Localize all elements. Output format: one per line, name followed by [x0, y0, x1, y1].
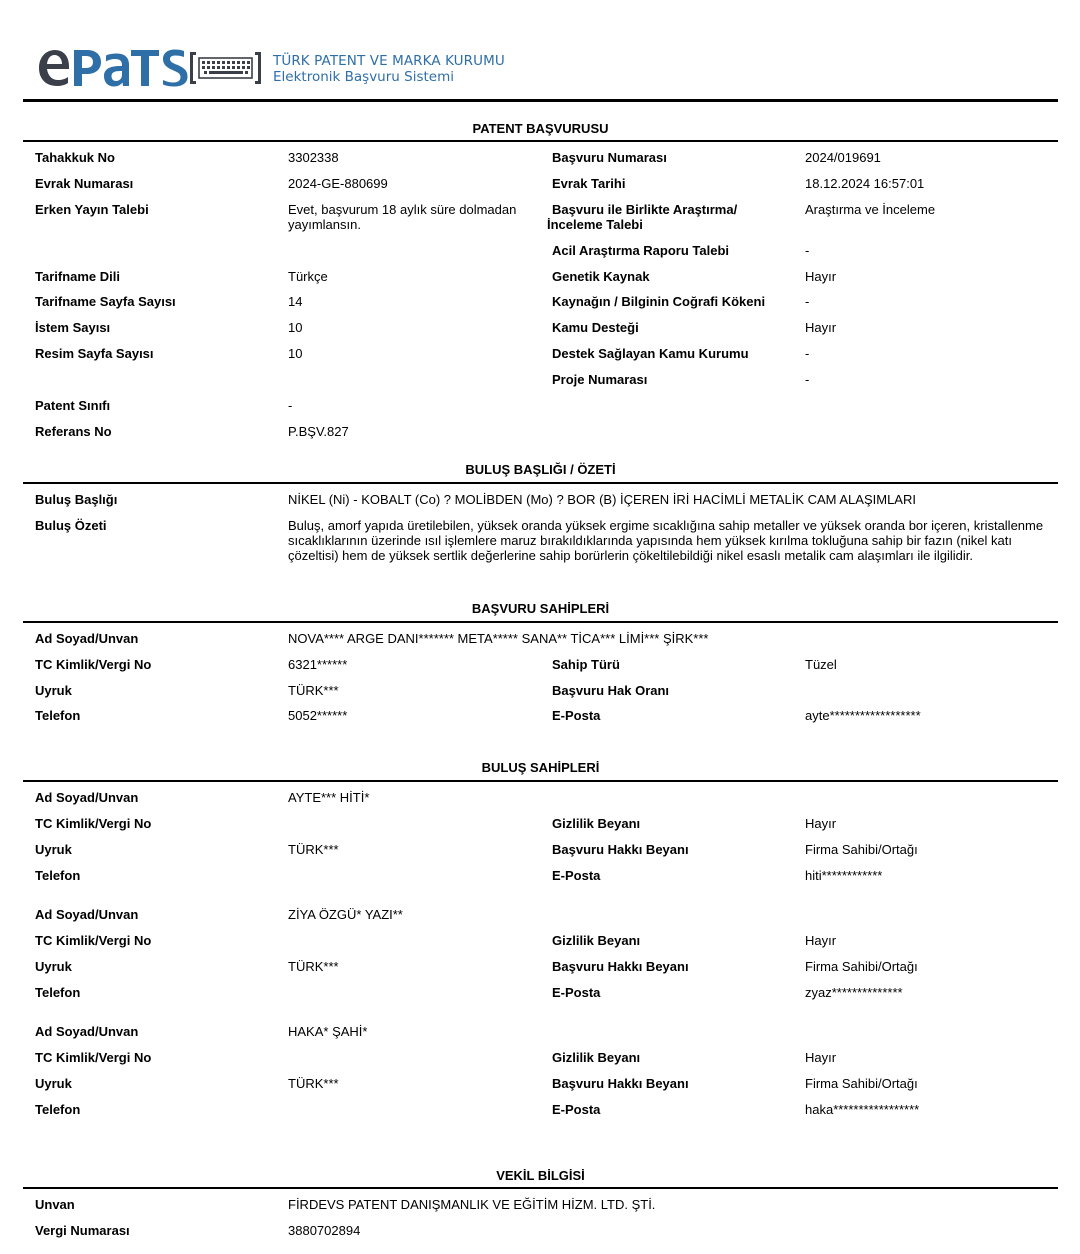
inventor-gizlilik-label: Gizlilik Beyanı — [552, 933, 641, 948]
applicant-tc-label: TC Kimlik/Vergi No — [35, 657, 152, 672]
erken-yayin-value: Evet, başvurum 18 aylık süre dolmadan yayımlansın. — [288, 202, 517, 232]
inventor-gizlilik-label: Gizlilik Beyanı — [552, 816, 641, 831]
referans-no-label: Referans No — [35, 424, 112, 439]
basvuru-numarasi-label: Başvuru Numarası — [552, 150, 667, 165]
inventor-hak-value: Firma Sahibi/Ortağı — [805, 842, 918, 857]
tahakkuk-no-value: 3302338 — [288, 150, 339, 165]
section-divider-patent — [23, 140, 1058, 142]
tarifname-sayfa-label: Tarifname Sayfa Sayısı — [35, 294, 176, 309]
acil-arastirma-value: - — [805, 243, 810, 258]
proje-numarasi-label: Proje Numarası — [552, 372, 648, 387]
bulus-basligi-value: NİKEL (Ni) - KOBALT (Co) ? MOLİBDEN (Mo) ? BOR (B) İÇEREN İRİ HACİMLİ METALİK CAM ALAŞIMLARI — [288, 492, 916, 507]
applicant-sahip-turu-label: Sahip Türü — [552, 657, 620, 672]
applicant-hak-orani-label: Başvuru Hak Oranı — [552, 683, 670, 698]
section-title-bulus-sahipleri: BULUŞ SAHİPLERİ — [481, 760, 600, 775]
tarifname-dili-label: Tarifname Dili — [35, 269, 121, 284]
inventor-tc-label: TC Kimlik/Vergi No — [35, 1050, 152, 1065]
header-divider — [23, 99, 1058, 102]
inventor-ad-value: AYTE*** HİTİ* — [288, 790, 370, 805]
inventor-eposta-value: zyaz************** — [805, 985, 903, 1000]
section-divider-bulus-sahipleri — [23, 780, 1058, 782]
applicant-telefon-value: 5052****** — [288, 708, 348, 723]
section-title-patent: PATENT BAŞVURUSU — [472, 121, 609, 136]
bulus-ozeti-label: Buluş Özeti — [35, 518, 107, 533]
applicant-ad-value: NOVA**** ARGE DANI******* META***** SANA** TİCA*** LİMİ*** ŞİRK*** — [288, 631, 709, 646]
kamu-kurumu-value: - — [805, 346, 810, 361]
inventor-hak-label: Başvuru Hakkı Beyanı — [552, 842, 689, 857]
inventor-uyruk-value: TÜRK*** — [288, 842, 339, 857]
applicant-tc-value: 6321****** — [288, 657, 348, 672]
applicant-sahip-turu-value: Tüzel — [805, 657, 837, 672]
section-divider-vekil — [23, 1187, 1058, 1189]
inventor-ad-label: Ad Soyad/Unvan — [35, 907, 139, 922]
inventor-eposta-value: haka***************** — [805, 1102, 920, 1117]
applicant-eposta-label: E-Posta — [552, 708, 601, 723]
inventor-gizlilik-value: Hayır — [805, 933, 837, 948]
applicant-ad-label: Ad Soyad/Unvan — [35, 631, 139, 646]
inventor-ad-label: Ad Soyad/Unvan — [35, 790, 139, 805]
inventor-gizlilik-value: Hayır — [805, 816, 837, 831]
cografi-koken-label: Kaynağın / Bilginin Coğrafi Kökeni — [552, 294, 766, 309]
applicant-telefon-label: Telefon — [35, 708, 81, 723]
kamu-destegi-value: Hayır — [805, 320, 837, 335]
logo-organization-name: TÜRK PATENT VE MARKA KURUMU — [273, 53, 505, 69]
genetik-kaynak-value: Hayır — [805, 269, 837, 284]
tarifname-dili-value: Türkçe — [288, 269, 328, 284]
inventor-eposta-label: E-Posta — [552, 868, 601, 883]
arastirma-talebi-value: Araştırma ve İnceleme — [805, 202, 936, 217]
applicant-eposta-value: ayte****************** — [805, 708, 921, 723]
acil-arastirma-label: Acil Araştırma Raporu Talebi — [552, 243, 729, 258]
inventor-tc-label: TC Kimlik/Vergi No — [35, 933, 152, 948]
applicant-uyruk-value: TÜRK*** — [288, 683, 339, 698]
kamu-destegi-label: Kamu Desteği — [552, 320, 639, 335]
evrak-tarihi-value: 18.12.2024 16:57:01 — [805, 176, 925, 191]
tarifname-sayfa-value: 14 — [288, 294, 303, 309]
genetik-kaynak-label: Genetik Kaynak — [552, 269, 650, 284]
agent-vergi-label: Vergi Numarası — [35, 1223, 130, 1238]
inventor-hak-value: Firma Sahibi/Ortağı — [805, 1076, 918, 1091]
inventor-eposta-label: E-Posta — [552, 985, 601, 1000]
section-divider-baslik-ozet — [23, 482, 1058, 484]
inventor-uyruk-label: Uyruk — [35, 959, 72, 974]
inventor-eposta-label: E-Posta — [552, 1102, 601, 1117]
basvuru-numarasi-value: 2024/019691 — [805, 150, 881, 165]
referans-no-value: P.BŞV.827 — [288, 424, 349, 439]
agent-unvan-value: FİRDEVS PATENT DANIŞMANLIK VE EĞİTİM HİZM. LTD. ŞTİ. — [288, 1197, 656, 1212]
inventor-hak-value: Firma Sahibi/Ortağı — [805, 959, 918, 974]
bulus-basligi-label: Buluş Başlığı — [35, 492, 118, 507]
inventor-uyruk-value: TÜRK*** — [288, 1076, 339, 1091]
resim-sayfa-label: Resim Sayfa Sayısı — [35, 346, 154, 361]
inventor-telefon-label: Telefon — [35, 1102, 81, 1117]
evrak-numarasi-label: Evrak Numarası — [35, 176, 134, 191]
tahakkuk-no-label: Tahakkuk No — [35, 150, 115, 165]
inventor-telefon-label: Telefon — [35, 868, 81, 883]
patent-sinifi-value: - — [288, 398, 293, 413]
agent-unvan-label: Unvan — [35, 1197, 75, 1212]
inventor-uyruk-label: Uyruk — [35, 842, 72, 857]
inventor-ad-value: ZİYA ÖZGÜ* YAZI** — [288, 907, 403, 922]
inventor-hak-label: Başvuru Hakkı Beyanı — [552, 959, 689, 974]
section-title-vekil: VEKİL BİLGİSİ — [496, 1168, 585, 1183]
section-title-baslik-ozet: BULUŞ BAŞLIĞI / ÖZETİ — [465, 462, 616, 477]
logo-system-name: Elektronik Başvuru Sistemi — [273, 69, 454, 85]
inventor-hak-label: Başvuru Hakkı Beyanı — [552, 1076, 689, 1091]
istem-sayisi-value: 10 — [288, 320, 303, 335]
inventor-uyruk-label: Uyruk — [35, 1076, 72, 1091]
istem-sayisi-label: İstem Sayısı — [35, 320, 111, 335]
cografi-koken-value: - — [805, 294, 810, 309]
arastirma-talebi-label: Başvuru ile Birlikte Araştırma/ İnceleme Talebi — [547, 202, 738, 232]
inventor-gizlilik-value: Hayır — [805, 1050, 837, 1065]
patent-sinifi-label: Patent Sınıfı — [35, 398, 111, 413]
evrak-tarihi-label: Evrak Tarihi — [552, 176, 626, 191]
inventor-gizlilik-label: Gizlilik Beyanı — [552, 1050, 641, 1065]
bulus-ozeti-value: Buluş, amorf yapıda üretilebilen, yüksek oranda yüksek ergime sıcaklığına sahip metaller ve yüksek oranda bor içeren, kristallenme sıcaklıklarının üzerinde ısıl işlemlere maruz bırakıldıklarında yapısında hem yüksek kırılma tokluğuna sahip bir fazın (nikel katı çözeltisi) hem de yüksek sertlik değerlerine sahip borürlerin çökeltilebildiği nikel esaslı metalik cam alaşımları ile ilgilidir. — [288, 518, 1044, 563]
inventor-tc-label: TC Kimlik/Vergi No — [35, 816, 152, 831]
resim-sayfa-value: 10 — [288, 346, 303, 361]
section-title-basvuru-sahipleri: BAŞVURU SAHİPLERİ — [471, 601, 610, 616]
applicant-uyruk-label: Uyruk — [35, 683, 72, 698]
inventor-eposta-value: hiti************ — [805, 868, 883, 883]
erken-yayin-label: Erken Yayın Talebi — [35, 202, 149, 217]
section-divider-basvuru-sahipleri — [23, 621, 1058, 623]
inventor-uyruk-value: TÜRK*** — [288, 959, 339, 974]
epats-logo-icon — [36, 46, 266, 88]
inventor-ad-value: HAKA* ŞAHİ* — [288, 1024, 368, 1039]
inventor-ad-label: Ad Soyad/Unvan — [35, 1024, 139, 1039]
inventor-telefon-label: Telefon — [35, 985, 81, 1000]
proje-numarasi-value: - — [805, 372, 810, 387]
evrak-numarasi-value: 2024-GE-880699 — [288, 176, 388, 191]
epats-logo — [36, 46, 505, 88]
kamu-kurumu-label: Destek Sağlayan Kamu Kurumu — [552, 346, 749, 361]
agent-vergi-value: 3880702894 — [288, 1223, 361, 1238]
